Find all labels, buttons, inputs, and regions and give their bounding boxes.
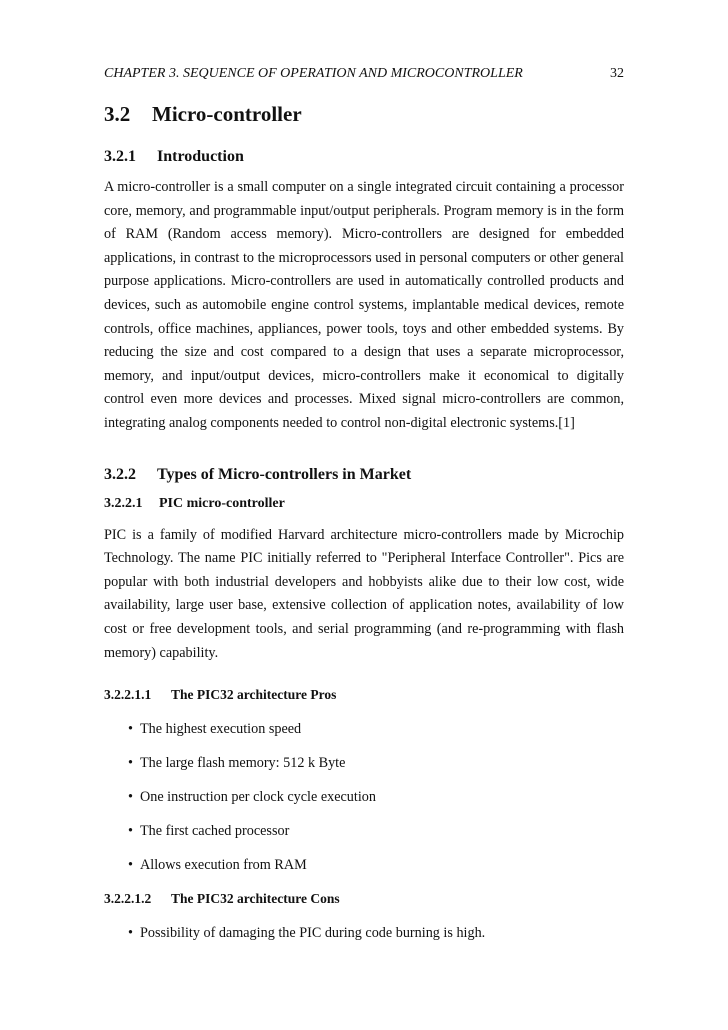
- intro-heading: [104, 146, 624, 168]
- cons-title: The PIC32 architecture Cons: [171, 891, 340, 907]
- cons-heading: [104, 889, 624, 909]
- types-number: 3.2.2: [104, 465, 136, 483]
- bullet-marker: •: [128, 721, 133, 738]
- pic-title: PIC micro-controller: [159, 495, 285, 511]
- section-title: Micro-controller: [152, 102, 302, 126]
- cons-number: 3.2.2.1.2: [104, 891, 152, 907]
- bullet-marker: •: [128, 925, 133, 942]
- pic-number: 3.2.2.1: [104, 495, 143, 511]
- pros-title: The PIC32 architecture Pros: [171, 687, 337, 703]
- bullet-marker: •: [128, 823, 133, 840]
- bullet-marker: •: [128, 755, 133, 772]
- section-number: 3.2: [104, 102, 131, 126]
- list-item: • Allows execution from RAM: [128, 857, 307, 874]
- pic-paragraph: PIC is a family of modified Harvard architecture micro-controllers made by Microchip Technology. The name PIC initially referred to "Peripheral Interface Controller". Pics are popular with both industrial developers and hobbyists alike due to their low cost, wide availability, large user base, extensive collection of application notes, availability of low cost or free development tools, and serial programming (and re-programming with flash memory) capability.: [104, 526, 624, 661]
- types-heading: [104, 464, 624, 486]
- cons-list: [104, 923, 624, 943]
- bullet-marker: •: [128, 857, 133, 874]
- pros-list: [104, 719, 624, 875]
- list-item: • One instruction per clock cycle execution: [128, 789, 376, 806]
- pros-number: 3.2.2.1.1: [104, 687, 152, 703]
- intro-title: Introduction: [157, 148, 244, 165]
- chapter-title: CHAPTER 3. SEQUENCE OF OPERATION AND MICROCONTROLLER: [104, 66, 523, 81]
- intro-paragraph: A micro-controller is a small computer on a single integrated circuit containing a processor core, memory, and programmable input/output peripherals. Program memory is in the form of RAM (Random access memory). Micro-controllers are designed for embedded applications, in contrast to the microprocessors used in personal computers or other general purpose applications. Micro-controllers are used in automatically controlled products and devices, such as automobile engine control systems, implantable medical devices, remote controls, office machines, appliances, power tools, toys and other embedded systems. By reducing the size and cost compared to a design that uses a separate microprocessor, memory, and input/output devices, micro-controllers make it economical to digitally control even more devices and processes. Mixed signal micro-controllers are common, integrating analog components needed to control non-digital electronic systems.[1]: [104, 179, 624, 431]
- section-heading: [104, 100, 624, 128]
- list-item: • Possibility of damaging the PIC during code burning is high.: [128, 925, 486, 942]
- running-header: [104, 66, 624, 82]
- page-number: 32: [610, 66, 624, 81]
- page-content: [104, 100, 624, 957]
- pic-heading: [104, 494, 624, 514]
- bullet-marker: •: [128, 789, 133, 806]
- list-item: • The large flash memory: 512 k Byte: [128, 755, 346, 772]
- intro-number: 3.2.1: [104, 148, 136, 165]
- types-title: Types of Micro-controllers in Market: [157, 465, 412, 483]
- list-item: • The highest execution speed: [128, 721, 302, 738]
- pros-heading: [104, 685, 624, 705]
- list-item: • The first cached processor: [128, 823, 290, 840]
